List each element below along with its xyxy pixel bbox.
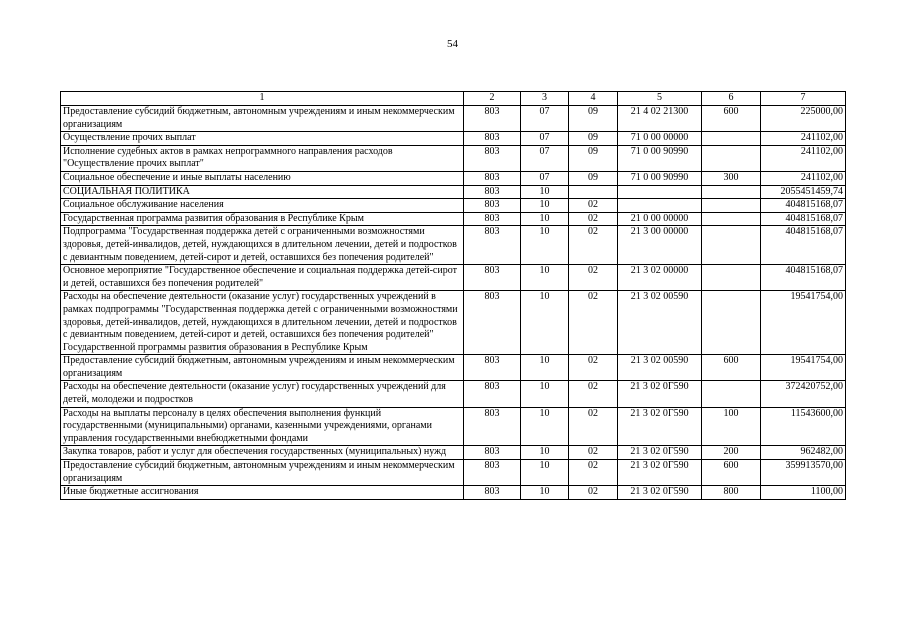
table-row bbox=[61, 212, 846, 226]
row-description: Расходы на обеспечение деятельности (оказание услуг) государственных учреждений в рамках подпрограммы "Государственная поддержка детей с ограниченными возможностями здоровья, детей-инвалидов, детей, нуждающихся в длительном лечении, детей и подростков с девиантным поведением, детей-сирот и детей, оставшихся без попечения родителей" Государственной программы развития образования в Республике Крым bbox=[61, 291, 464, 355]
row-grbs-code: 803 bbox=[464, 199, 521, 213]
row-subsection-code: 02 bbox=[569, 381, 618, 407]
row-description: Государственная программа развития образования в Республике Крым bbox=[61, 212, 464, 226]
row-grbs-code: 803 bbox=[464, 132, 521, 146]
row-expense-type-code bbox=[702, 226, 761, 265]
row-target-article-code: 21 4 02 21300 bbox=[618, 106, 702, 132]
table-row bbox=[61, 460, 846, 486]
row-grbs-code: 803 bbox=[464, 381, 521, 407]
table-row bbox=[61, 226, 846, 265]
row-description: Иные бюджетные ассигнования bbox=[61, 486, 464, 500]
row-grbs-code: 803 bbox=[464, 407, 521, 446]
row-amount: 241102,00 bbox=[761, 132, 846, 146]
row-subsection-code: 02 bbox=[569, 486, 618, 500]
row-expense-type-code bbox=[702, 199, 761, 213]
row-description: Расходы на обеспечение деятельности (оказание услуг) государственных учреждений для детей, молодежи и подростков bbox=[61, 381, 464, 407]
column-header: 2 bbox=[464, 92, 521, 106]
row-subsection-code: 02 bbox=[569, 407, 618, 446]
row-amount: 11543600,00 bbox=[761, 407, 846, 446]
table-body bbox=[61, 106, 846, 500]
row-subsection-code: 09 bbox=[569, 145, 618, 171]
row-amount: 2055451459,74 bbox=[761, 185, 846, 199]
row-subsection-code: 02 bbox=[569, 212, 618, 226]
row-subsection-code: 02 bbox=[569, 355, 618, 381]
row-expense-type-code bbox=[702, 132, 761, 146]
table-row bbox=[61, 291, 846, 355]
row-expense-type-code: 300 bbox=[702, 171, 761, 185]
row-amount: 241102,00 bbox=[761, 145, 846, 171]
row-description: Предоставление субсидий бюджетным, автономным учреждениям и иным некоммерческим организациям bbox=[61, 355, 464, 381]
row-section-code: 07 bbox=[521, 171, 569, 185]
row-target-article-code: 21 3 02 00590 bbox=[618, 291, 702, 355]
row-section-code: 07 bbox=[521, 132, 569, 146]
table-row bbox=[61, 381, 846, 407]
row-section-code: 07 bbox=[521, 106, 569, 132]
row-expense-type-code bbox=[702, 381, 761, 407]
row-description: Расходы на выплаты персоналу в целях обеспечения выполнения функций государственными (муниципальными) органами, казенными учреждениями, органами управления государственными внебюджетными фондами bbox=[61, 407, 464, 446]
row-subsection-code: 02 bbox=[569, 446, 618, 460]
row-expense-type-code bbox=[702, 212, 761, 226]
row-description: Социальное обеспечение и иные выплаты населению bbox=[61, 171, 464, 185]
row-grbs-code: 803 bbox=[464, 355, 521, 381]
row-amount: 962482,00 bbox=[761, 446, 846, 460]
row-amount: 19541754,00 bbox=[761, 355, 846, 381]
row-target-article-code bbox=[618, 185, 702, 199]
row-amount: 404815168,07 bbox=[761, 265, 846, 291]
row-amount: 241102,00 bbox=[761, 171, 846, 185]
column-header: 7 bbox=[761, 92, 846, 106]
row-description: Предоставление субсидий бюджетным, автономным учреждениям и иным некоммерческим организациям bbox=[61, 106, 464, 132]
row-subsection-code: 02 bbox=[569, 199, 618, 213]
column-header: 1 bbox=[61, 92, 464, 106]
row-grbs-code: 803 bbox=[464, 460, 521, 486]
row-grbs-code: 803 bbox=[464, 185, 521, 199]
row-grbs-code: 803 bbox=[464, 171, 521, 185]
page-number: 54 bbox=[447, 38, 458, 50]
row-section-code: 10 bbox=[521, 407, 569, 446]
row-target-article-code: 21 3 02 00000 bbox=[618, 265, 702, 291]
row-target-article-code: 21 3 02 00590 bbox=[618, 355, 702, 381]
row-target-article-code: 21 3 02 0Г590 bbox=[618, 486, 702, 500]
row-target-article-code: 71 0 00 90990 bbox=[618, 171, 702, 185]
table-row bbox=[61, 407, 846, 446]
row-expense-type-code bbox=[702, 145, 761, 171]
row-subsection-code: 09 bbox=[569, 171, 618, 185]
row-description: Исполнение судебных актов в рамках непрограммного направления расходов "Осуществление прочих выплат" bbox=[61, 145, 464, 171]
table-row bbox=[61, 486, 846, 500]
table-header-row bbox=[61, 92, 846, 106]
table-row bbox=[61, 446, 846, 460]
column-header: 4 bbox=[569, 92, 618, 106]
row-subsection-code: 02 bbox=[569, 265, 618, 291]
row-section-code: 10 bbox=[521, 355, 569, 381]
row-description: Социальное обслуживание населения bbox=[61, 199, 464, 213]
row-description: Закупка товаров, работ и услуг для обеспечения государственных (муниципальных) нужд bbox=[61, 446, 464, 460]
table-row bbox=[61, 199, 846, 213]
row-target-article-code: 21 0 00 00000 bbox=[618, 212, 702, 226]
row-amount: 404815168,07 bbox=[761, 226, 846, 265]
row-section-code: 10 bbox=[521, 212, 569, 226]
row-target-article-code: 21 3 02 0Г590 bbox=[618, 381, 702, 407]
table-row bbox=[61, 171, 846, 185]
row-subsection-code: 02 bbox=[569, 460, 618, 486]
row-expense-type-code: 600 bbox=[702, 355, 761, 381]
row-target-article-code: 71 0 00 00000 bbox=[618, 132, 702, 146]
row-grbs-code: 803 bbox=[464, 145, 521, 171]
row-target-article-code: 21 3 02 0Г590 bbox=[618, 446, 702, 460]
row-section-code: 10 bbox=[521, 226, 569, 265]
row-subsection-code bbox=[569, 185, 618, 199]
row-section-code: 10 bbox=[521, 185, 569, 199]
row-grbs-code: 803 bbox=[464, 291, 521, 355]
row-section-code: 10 bbox=[521, 446, 569, 460]
table-row bbox=[61, 265, 846, 291]
row-description: СОЦИАЛЬНАЯ ПОЛИТИКА bbox=[61, 185, 464, 199]
row-description: Предоставление субсидий бюджетным, автономным учреждениям и иным некоммерческим организациям bbox=[61, 460, 464, 486]
column-header: 6 bbox=[702, 92, 761, 106]
row-section-code: 10 bbox=[521, 199, 569, 213]
row-target-article-code bbox=[618, 199, 702, 213]
row-grbs-code: 803 bbox=[464, 265, 521, 291]
row-target-article-code: 21 3 00 00000 bbox=[618, 226, 702, 265]
row-expense-type-code bbox=[702, 291, 761, 355]
row-description: Осуществление прочих выплат bbox=[61, 132, 464, 146]
row-section-code: 07 bbox=[521, 145, 569, 171]
row-amount: 404815168,07 bbox=[761, 199, 846, 213]
row-amount: 372420752,00 bbox=[761, 381, 846, 407]
row-grbs-code: 803 bbox=[464, 446, 521, 460]
budget-table bbox=[60, 91, 846, 500]
row-grbs-code: 803 bbox=[464, 226, 521, 265]
row-expense-type-code: 100 bbox=[702, 407, 761, 446]
row-expense-type-code: 200 bbox=[702, 446, 761, 460]
table-row bbox=[61, 132, 846, 146]
row-expense-type-code: 800 bbox=[702, 486, 761, 500]
row-expense-type-code bbox=[702, 185, 761, 199]
row-target-article-code: 71 0 00 90990 bbox=[618, 145, 702, 171]
row-grbs-code: 803 bbox=[464, 486, 521, 500]
column-header: 3 bbox=[521, 92, 569, 106]
row-amount: 19541754,00 bbox=[761, 291, 846, 355]
row-amount: 225000,00 bbox=[761, 106, 846, 132]
table-row bbox=[61, 355, 846, 381]
row-target-article-code: 21 3 02 0Г590 bbox=[618, 460, 702, 486]
row-expense-type-code: 600 bbox=[702, 460, 761, 486]
row-section-code: 10 bbox=[521, 381, 569, 407]
row-grbs-code: 803 bbox=[464, 212, 521, 226]
row-description: Подпрограмма "Государственная поддержка детей с ограниченными возможностями здоровья, детей-инвалидов, детей, нуждающихся в длительном лечении, детей и подростков с девиантным поведением, детей-сирот и детей, оставшихся без попечения родителей" bbox=[61, 226, 464, 265]
row-expense-type-code bbox=[702, 265, 761, 291]
row-section-code: 10 bbox=[521, 460, 569, 486]
row-amount: 359913570,00 bbox=[761, 460, 846, 486]
row-grbs-code: 803 bbox=[464, 106, 521, 132]
row-subsection-code: 02 bbox=[569, 226, 618, 265]
column-header: 5 bbox=[618, 92, 702, 106]
row-subsection-code: 09 bbox=[569, 132, 618, 146]
row-target-article-code: 21 3 02 0Г590 bbox=[618, 407, 702, 446]
table-row bbox=[61, 185, 846, 199]
row-expense-type-code: 600 bbox=[702, 106, 761, 132]
row-section-code: 10 bbox=[521, 486, 569, 500]
row-section-code: 10 bbox=[521, 265, 569, 291]
row-description: Основное мероприятие "Государственное обеспечение и социальная поддержка детей-сирот и детей, оставшихся без попечения родителей" bbox=[61, 265, 464, 291]
row-subsection-code: 09 bbox=[569, 106, 618, 132]
row-amount: 1100,00 bbox=[761, 486, 846, 500]
row-amount: 404815168,07 bbox=[761, 212, 846, 226]
table-row bbox=[61, 145, 846, 171]
table-row bbox=[61, 106, 846, 132]
row-section-code: 10 bbox=[521, 291, 569, 355]
row-subsection-code: 02 bbox=[569, 291, 618, 355]
